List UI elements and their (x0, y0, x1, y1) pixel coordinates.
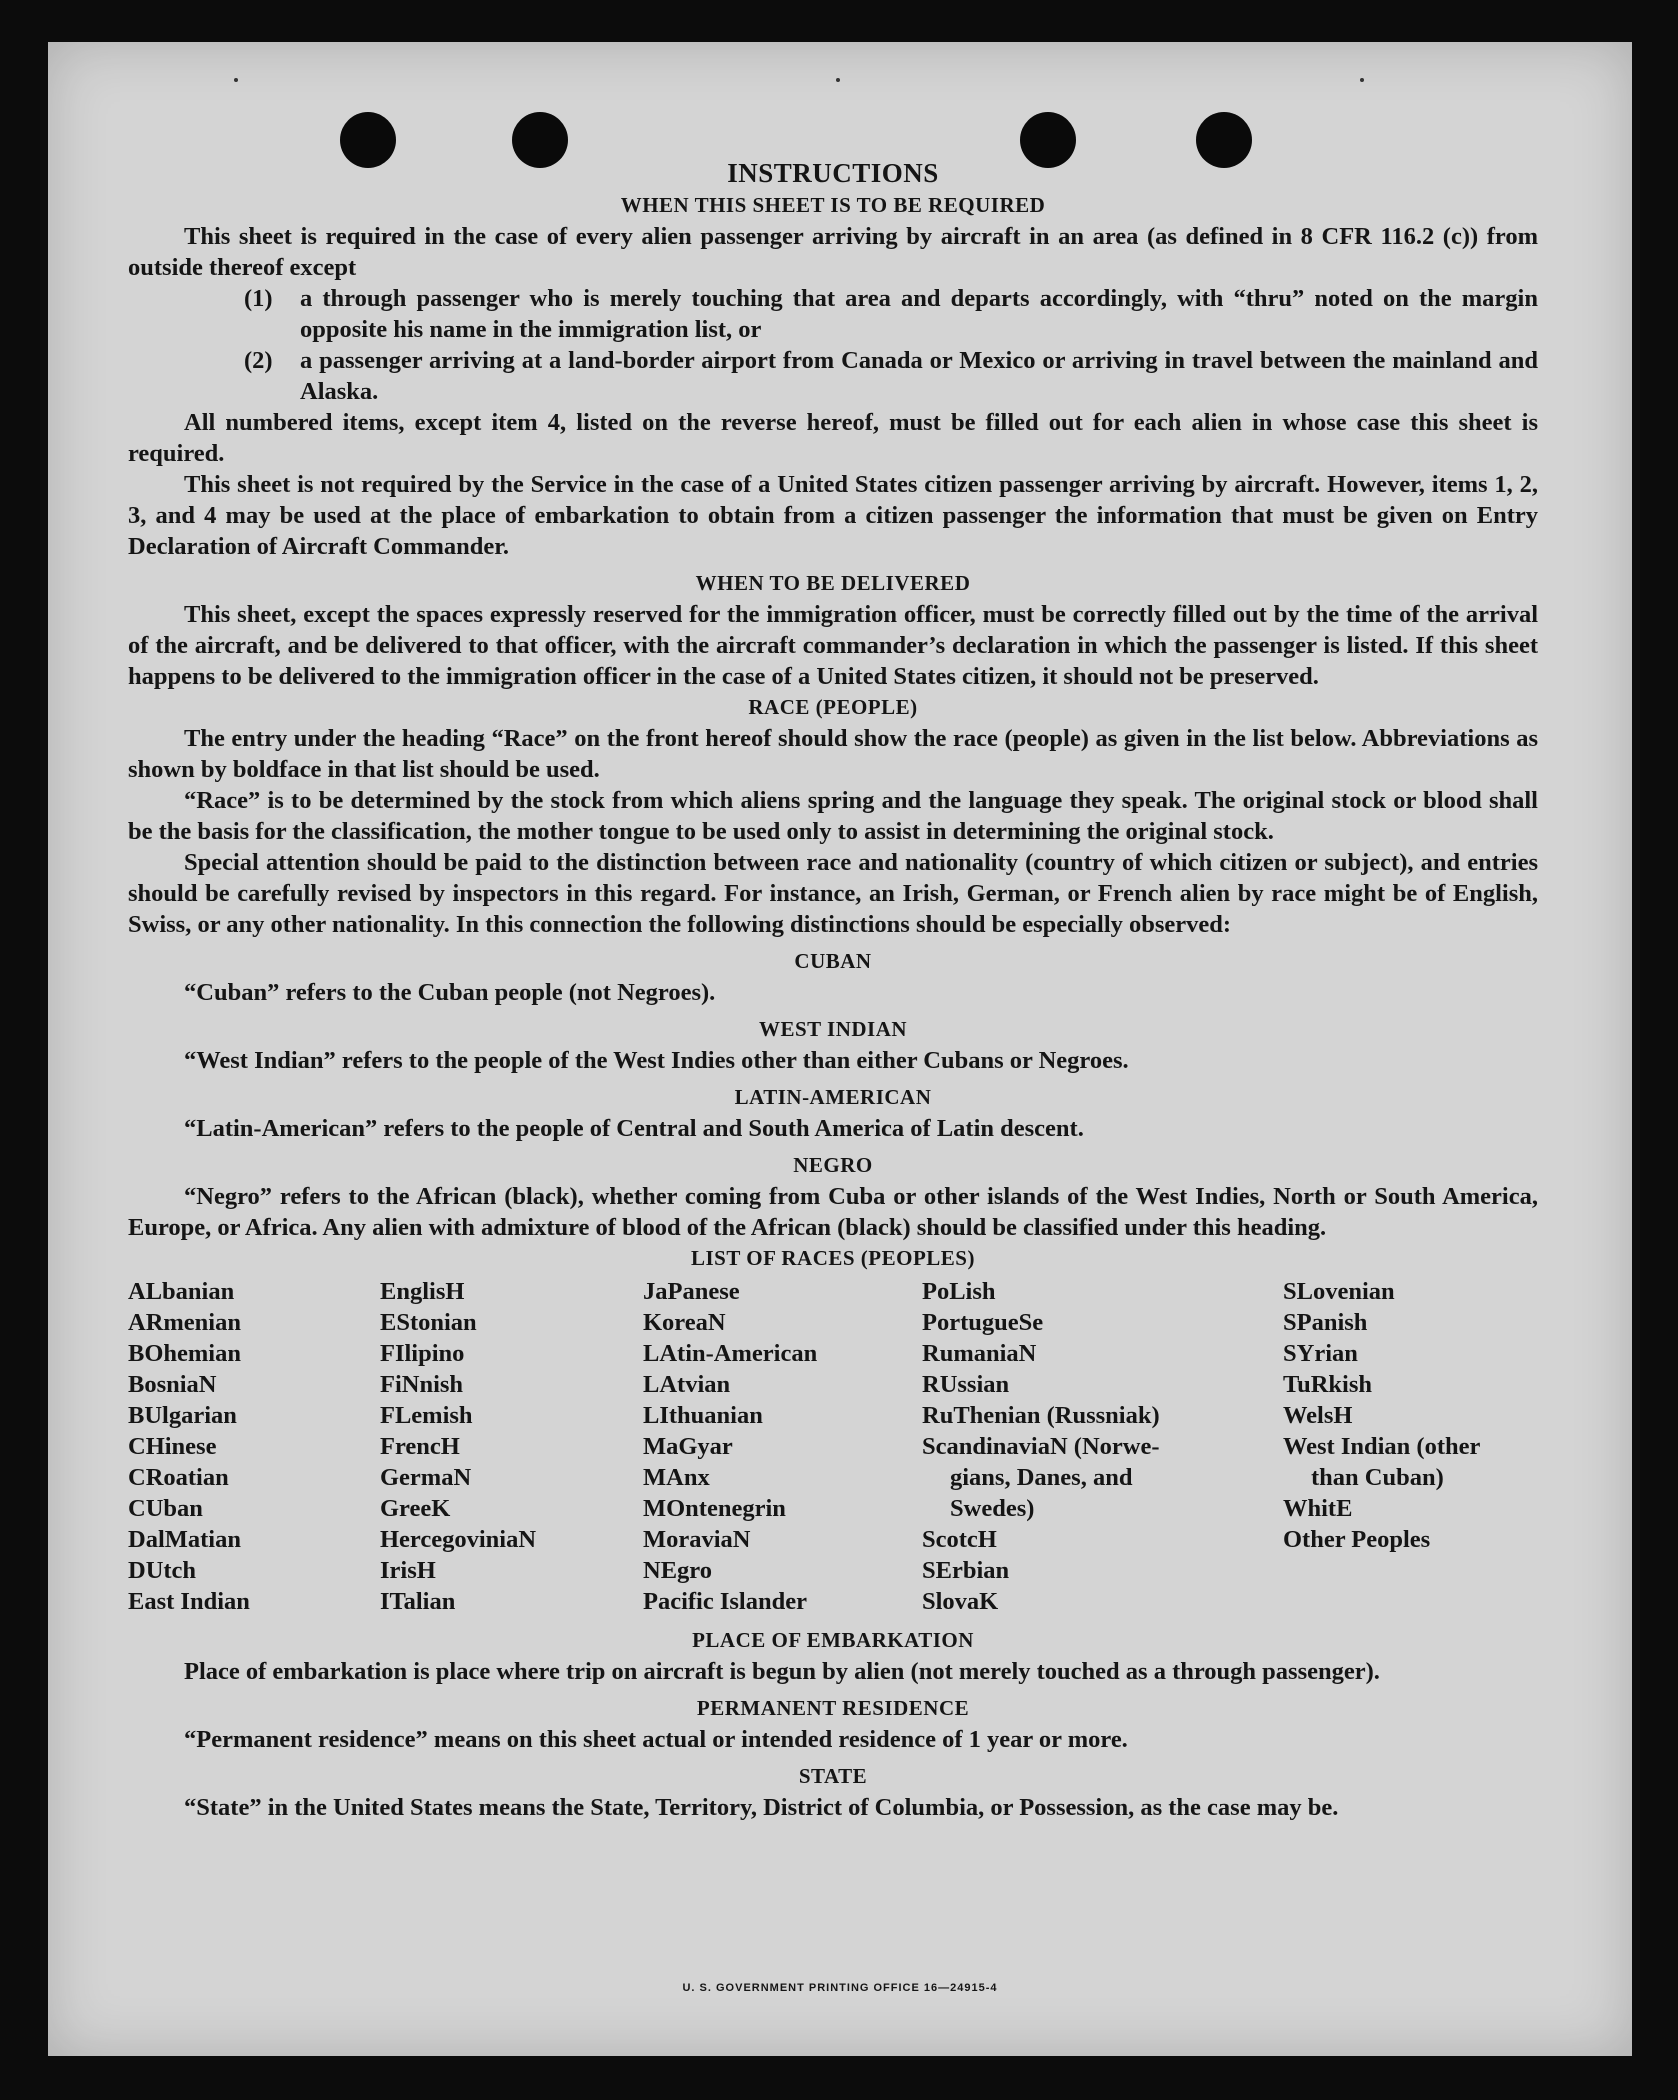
race-item: MoraviaN (643, 1526, 751, 1553)
race-item: GermaN (380, 1464, 472, 1491)
paragraph: “Permanent residence” means on this sheet actual or intended residence of 1 year or more. (184, 1726, 1128, 1753)
section-heading: PLACE OF EMBARKATION (692, 1628, 974, 1652)
instructions-body (128, 112, 1538, 1823)
race-item: CUban (128, 1495, 203, 1522)
section-heading: PERMANENT RESIDENCE (696, 1696, 970, 1720)
race-item: SYrian (1283, 1340, 1358, 1367)
race-item: ITalian (380, 1588, 456, 1615)
race-list (128, 1276, 1538, 1617)
race-item: SErbian (922, 1557, 1010, 1584)
document-sheet (48, 42, 1632, 2056)
race-item: ScotcH (922, 1526, 997, 1553)
section-heading: WEST INDIAN (758, 1017, 908, 1041)
paragraph: This sheet is not required by the Service in the case of a United States citizen passenger arriving by aircraft. However, items 1, 2, 3, and 4 may be used at the place of embarkation to obtain from a citizen passenger the information that must be given on Entry Declaration of Aircraft Commander. (128, 471, 1538, 560)
race-item: FIlipino (380, 1340, 465, 1367)
list-number: (1) (244, 285, 273, 312)
race-item: BosniaN (128, 1371, 217, 1398)
race-item: BUlgarian (128, 1402, 237, 1429)
race-item: TuRkish (1283, 1371, 1373, 1398)
section-heading: LIST OF RACES (PEOPLES) (691, 1246, 975, 1270)
race-item: FLemish (380, 1402, 473, 1429)
speck (836, 78, 840, 82)
race-item: SPanish (1283, 1309, 1368, 1336)
race-item: HercegoviniaN (380, 1526, 537, 1553)
race-item: East Indian (128, 1588, 250, 1615)
race-item: LIthuanian (643, 1402, 763, 1429)
race-item: MaGyar (643, 1433, 733, 1460)
list-item (244, 345, 1538, 407)
race-item: PoLish (922, 1278, 996, 1305)
race-item: DalMatian (128, 1526, 241, 1553)
race-item: CHinese (128, 1433, 217, 1460)
race-item: EnglisH (380, 1278, 465, 1305)
race-item: CRoatian (128, 1464, 229, 1491)
race-column (128, 1276, 380, 1617)
race-column (643, 1276, 922, 1617)
race-item: MOntenegrin (643, 1495, 786, 1522)
race-item: ALbanian (128, 1278, 235, 1305)
race-column (1283, 1276, 1538, 1617)
race-item: WhitE (1283, 1495, 1353, 1522)
list-text: a through passenger who is merely touching that area and departs accordingly, with “thru” noted on the margin opposite his name in the immigration list, or (300, 285, 1538, 343)
paragraph: This sheet, except the spaces expressly reserved for the immigration officer, must be correctly filled out by the time of the arrival of the aircraft, and be delivered to that officer, with the aircraft commander’s declaration in which the passenger is listed. If this sheet happens to be delivered to the immigration officer in the case of a United States citizen, it should not be preserved. (128, 601, 1538, 690)
section-heading: RACE (PEOPLE) (748, 695, 918, 719)
paragraph: Special attention should be paid to the distinction between race and nationality (country of which citizen or subject), and entries should be carefully revised by inspectors in this regard. For instance, an Irish, German, or French alien by race might be of English, Swiss, or any other nationality. In this connection the following distinctions should be especially observed: (128, 849, 1538, 938)
race-item: LAtin-American (643, 1340, 818, 1367)
paragraph: “State” in the United States means the State, Territory, District of Columbia, or Possession, as the case may be. (184, 1794, 1339, 1821)
race-item: SLovenian (1283, 1278, 1395, 1305)
race-item: ScandinaviaN (Norwe- (922, 1433, 1160, 1460)
section-heading: NEGRO (793, 1153, 873, 1177)
section-heading: STATE (798, 1764, 868, 1788)
race-item: RUssian (922, 1371, 1010, 1398)
race-item-continued: Swedes) (950, 1495, 1035, 1522)
list-text: a passenger arriving at a land-border airport from Canada or Mexico or arriving in travel between the mainland and Alaska. (300, 347, 1538, 405)
race-item: DUtch (128, 1557, 197, 1584)
race-item: FiNnish (380, 1371, 464, 1398)
race-item: Other Peoples (1283, 1526, 1431, 1553)
printer-imprint: U. S. GOVERNMENT PRINTING OFFICE 16—24915-4 (682, 1982, 998, 1994)
paragraph: The entry under the heading “Race” on the front hereof should show the race (people) as given in the list below. Abbreviations as shown by boldface in that list should be used. (128, 725, 1538, 783)
section-heading: LATIN-AMERICAN (734, 1085, 932, 1109)
paragraph: “West Indian” refers to the people of the West Indies other than either Cubans or Negroes. (184, 1047, 1129, 1074)
section-heading: WHEN TO BE DELIVERED (695, 571, 971, 595)
race-column (922, 1276, 1283, 1617)
race-item: LAtvian (643, 1371, 731, 1398)
race-item: NEgro (643, 1557, 712, 1584)
race-item: BOhemian (128, 1340, 241, 1367)
page-title: INSTRUCTIONS (727, 158, 939, 188)
paragraph: “Cuban” refers to the Cuban people (not Negroes). (184, 979, 716, 1006)
speck (1360, 78, 1364, 82)
speck (234, 78, 238, 82)
list-number: (2) (244, 347, 273, 374)
race-item: Pacific Islander (643, 1588, 807, 1615)
race-item: WelsH (1283, 1402, 1353, 1429)
race-item: West Indian (other (1283, 1433, 1481, 1460)
section-heading: CUBAN (794, 949, 872, 973)
race-item: EStonian (380, 1309, 477, 1336)
paragraph: Place of embarkation is place where trip on aircraft is begun by alien (not merely touched as a through passenger). (184, 1658, 1380, 1685)
race-item-continued: gians, Danes, and (950, 1464, 1133, 1491)
paragraph: “Race” is to be determined by the stock from which aliens spring and the language they speak. The original stock or blood shall be the basis for the classification, the mother tongue to be used only to assist in determining the original stock. (128, 787, 1538, 845)
paragraph: “Negro” refers to the African (black), whether coming from Cuba or other islands of the West Indies, North or South America, Europe, or Africa. Any alien with admixture of blood of the African (black) should be classified under this heading. (128, 1183, 1538, 1241)
race-item: MAnx (643, 1464, 710, 1491)
race-item: JaPanese (643, 1278, 740, 1305)
race-item: PortugueSe (922, 1309, 1044, 1336)
race-column (380, 1276, 643, 1617)
race-item: IrisH (380, 1557, 436, 1584)
list-item (244, 283, 1538, 345)
race-item: RuThenian (Russniak) (922, 1402, 1160, 1429)
race-item: RumaniaN (922, 1340, 1037, 1367)
race-item: GreeK (380, 1495, 451, 1522)
paragraph: This sheet is required in the case of every alien passenger arriving by aircraft in an area (as defined in 8 CFR 116.2 (c)) from outside thereof except (128, 223, 1538, 281)
paragraph: “Latin-American” refers to the people of Central and South America of Latin descent. (184, 1115, 1084, 1142)
paragraph: All numbered items, except item 4, listed on the reverse hereof, must be filled out for each alien in whose case this sheet is required. (128, 409, 1538, 467)
race-item: SlovaK (922, 1588, 999, 1615)
race-item-continued: than Cuban) (1311, 1464, 1444, 1491)
section-heading: WHEN THIS SHEET IS TO BE REQUIRED (620, 193, 1046, 217)
race-item: FrencH (380, 1433, 460, 1460)
race-item: ARmenian (128, 1309, 241, 1336)
race-item: KoreaN (643, 1309, 726, 1336)
